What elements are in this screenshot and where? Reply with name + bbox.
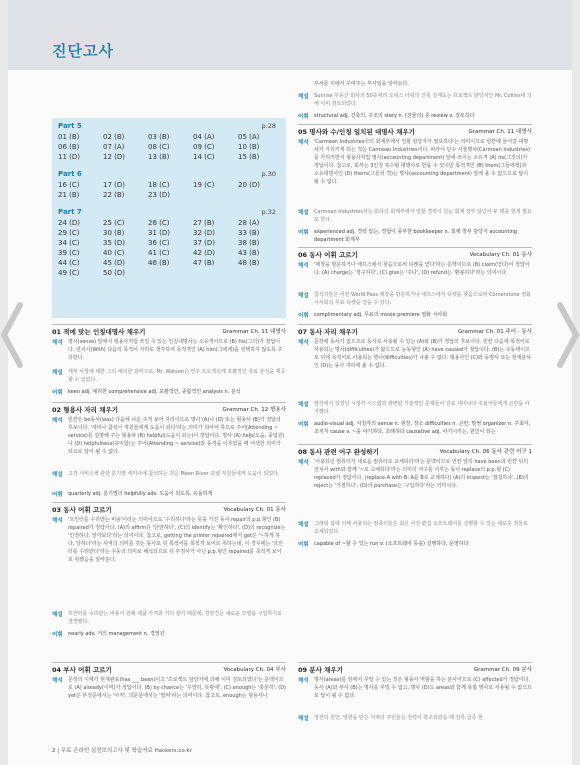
explain-label: 해석 — [298, 340, 309, 346]
question-title: 04 부사 어휘 고르기 — [52, 666, 112, 674]
vocab-text: complimentary adj. 무료의 movie premiere 영화 시사회 — [314, 312, 448, 318]
grammar-ref: Grammar Ch. 12 형용사 — [222, 407, 286, 413]
commentary-label: 해설 — [52, 472, 63, 478]
answer-row: 34 (C) 35 (D) 36 (C) 37 (D) 38 (B) — [58, 239, 260, 247]
vocab-text: experienced adj. 경력 있는, 경험이 풍부한 bookkeeper n. 회계 장부 담당자 accounting department 회계부 — [314, 229, 518, 243]
answer-row: 24 (D) 25 (C) 26 (C) 27 (B) 28 (A) — [58, 219, 260, 227]
commentary-text: 고객 서비스에 관한 분기별 세미나에 참석하는 것은 Moon River 호텔 직원들에게 도움이 되었다. — [68, 471, 280, 477]
question-02 — [52, 402, 286, 498]
question-title: 06 동사 어휘 고르기 — [298, 251, 358, 259]
vocab-text: quarterly adj. 분기별의 helpfully adv. 도움이 되도록, 유용하게 — [68, 491, 213, 497]
page-footer: 2 | 무료 온라인 실전모의고사 및 학습자료 Hackers.co.kr — [52, 748, 192, 754]
part-name: Part 7 — [58, 208, 82, 216]
explanation-text: '사용되던 컴퓨터가 새로운 컴퓨터로 교체되다'라는 문맥이므로 빈칸 앞의 have been과 빈칸 뒤의 전치사 with와 함께 '~로 교체되다'라는 의미의 어구를 이루는 동사 replace의 p.p.형 (C) replaced가 정답이다. (replace A with B: A를 B로 교체하다) (A)의 inspect는 '점검하다', (B)의 reject는 '거절하다', (D)의 purchase는 '구입하다'라는 의미이다. — [314, 459, 529, 489]
question-header — [298, 124, 532, 134]
vocab-label: 어휘 — [52, 390, 63, 396]
explain-label: 해석 — [52, 518, 63, 524]
explain-label: 해석 — [52, 678, 63, 684]
question-header — [298, 444, 532, 454]
explanation-text: 'Carmoan Industries사의 회계부에서 일할 담당자가 필요하다'는 의미이므로 빈칸에 들어갈 대명사가 가리키게 되는 것은 Carmoan Industries이다. 따라서 단수 사물명사(Carmoan Industries)를 가리키면서 형용사처럼 명사(accounting department) 앞에 쓰이는 소유격 (A) its(그것의)가 정답이다. 참고로, 회사는 3인칭 복수형 대명사로 받을 수 있지만 목적격인 (B) them(그들에게)과 소유대명사인 (D) theirs(그들의 것)는 명사(accounting department) 앞에 올 수 없으므로 답이 될 수 없다. — [314, 139, 530, 185]
vocab-label: 어휘 — [298, 542, 309, 548]
explanation-text: 문장에 동사가 없으므로 동사로 사용될 수 있는 (A)와 (B)가 정답의 후보이다. 빈칸 다음에 목적어로 사용되는 명사(difficulties)가 왔으므로 능동형인 (A) have caused가 정답이다. (B)는 수동태이므로 뒤에 목적어로 사용되는 명사(difficulties)가 나올 수 없다. 형용사인 (C)와 동명사 또는 현재분사인 (D)는 동사 자리에 올 수 없다. — [314, 339, 532, 369]
commentary-text: Sunrise 부동산 회사의 50층짜리 오피스 타워의 건축 설계도는 프로젝트 담당자인 Mr. Collins에 의해 이미 검토되었다. — [314, 93, 532, 107]
explanation-text: 문장의 시제가 현재완료(has ___ been)이고 '프로젝트 담당자에 의해 이미 검토되었다'는 문맥이므로 (A) already(이미)가 정답이다. (B) by chance는 '우연히, 뜻밖에', (C) enough는 '충분히', (D) yet은 부정문에서는 '아직', 의문문에서는 '벌써'라는 의미이다. 참고로, enough는 형용사나 — [68, 677, 286, 699]
explanation-text: 명사(sense) 앞에서 형용사처럼 쓰일 수 있는 인칭대명사는 소유격이므로 (B) his(그의)가 정답이다. 전치사(With) 다음의 목적어 자리로 생각하여 목적격인 (A) him(그에게)을 선택하지 않도록 주의한다. — [68, 339, 283, 361]
grammar-ref: Vocabulary Ch. 06 동사 관련 어구 1 — [439, 449, 532, 455]
answer-row: 01 (B) 02 (B) 03 (B) 04 (A) 05 (A) — [58, 133, 260, 141]
question-title: 02 형용사 자리 채우기 — [52, 406, 119, 414]
commentary-text: 현장에서 있었던 시청각 시스템과 관련된 기술적인 문제들이 진료 세미나의 주최자들에게 곤란을 야기했다. — [314, 401, 530, 415]
question-title: 01 적에 맞는 인칭대명사 채우기 — [52, 328, 146, 336]
grammar-ref: Grammar Ch. 11 대명사 — [468, 129, 532, 135]
grammar-ref: Vocabulary Ch. 01 동사 — [223, 507, 286, 513]
answer-row: 29 (C) 30 (B) 31 (D) 32 (D) 33 (B) — [58, 229, 260, 237]
explain-label: 해석 — [298, 140, 309, 146]
vocab-text: nearly adv. 거의 management n. 경영진 — [68, 631, 165, 637]
commentary-text: 그래픽 팀에 의해 사용되는 컴퓨터들은 최신 사진 편집 소프트웨어를 실행할 수 있는 새로운 것들로 교체되었다. — [314, 521, 528, 535]
commentary-label: 해설 — [52, 612, 63, 618]
answer-key-box — [52, 118, 286, 318]
commentary-text: 참석자들은 어떤 World Pass 매장을 방문하거나 애프스에서 티켓을 찾음으로써 Cornerstone 영화 시사회의 무료 티켓을 얻을 수 있다. — [314, 292, 531, 306]
question-06 — [298, 247, 532, 319]
question-title: 03 동사 어휘 고르기 — [52, 506, 112, 514]
page — [8, 0, 572, 765]
grammar-ref: Vocabulary Ch. 04 부사 — [223, 667, 286, 673]
explanation-text: '매장을 방문하거나 애프스에서 찾음으로써 티켓을 얻다'라는 문맥이므로 (B) claim(얻다)이 정답이다. (A) charge는 '청구하다', (C) give는 '주다', (D) refund는 '환불하다'라는 의미이다. — [314, 262, 530, 276]
explain-label: 해석 — [52, 340, 63, 346]
question-03 — [52, 502, 286, 638]
question-05 — [298, 124, 532, 243]
explanation-text: 명사(areas)를 앞에서 꾸밀 수 있는 것은 형용사 역할을 하는 분사이므로 (C) affected가 정답이다. 동사 (A)와 부사 (B)는 명사를 꾸밀 수 없고, 명사 (D)도 areas와 함께 복합 명사로 사용될 수 없으므로 답이 될 수 없다. — [314, 677, 532, 699]
question-01 — [52, 324, 286, 396]
explanation-text: 빈칸은 be동사(was) 다음에 나온 주격 보어 자리이므로 명사 (A)나 (D) 또는 형용사 (B)가 정답의 후보이다. '세미나 참석이 직원들에게 도움이 되다'라는 의미가 되어야 하므로 주어(Attending ~ service)를 설명해 주는 형용사 (B) helpful(도움이 되는)이 정답이다. 명사 (A) help(도움, 종업원)나 (D) helpfulness(유익함)는 주어(Attending ~ service)와 동격을 이루었을 때 어색한 의미가 되므로 답이 될 수 없다. — [68, 417, 285, 455]
page-header — [8, 0, 572, 70]
question-header — [52, 502, 286, 512]
commentary-label: 해설 — [298, 210, 309, 216]
question-08 — [298, 444, 532, 548]
question-header — [298, 324, 532, 334]
answer-row: 49 (C) 50 (D) — [58, 269, 125, 277]
grammar-ref: Grammar Ch. 09 분사 — [473, 667, 532, 673]
vocab-label: 어휘 — [52, 632, 63, 638]
chevron-left-icon[interactable] — [0, 300, 24, 370]
vocab-text: keen adj. 예리한 comprehensive adj. 포괄적인, 종합적인 analysis n. 분석 — [68, 389, 241, 395]
commentary-label: 해설 — [298, 402, 309, 408]
answer-row: 16 (C) 17 (D) 18 (C) 19 (C) 20 (D) — [58, 181, 260, 189]
explanation-text: '프린터를 수리받는 비용'이라는 의미이므로 '수리하다'라는 뜻을 가진 동사 repair의 p.p.형인 (B) repaired가 정답이다. (A)의 affirm은 '단언하다', (C)의 identify는 '확인하다', (D)의 recognize는 '인정하다, 알아보다'라는 의미이다. 참고로, getting the printer repaired에서 get은 '~하게 하다, 당하다'라는 사역의 의미를 갖는 동사로 뒤 목적어를 목적격 보어로 취하는데, 이 경우에는 '프린터를 수리받다'라는 수동의 의미로 해석되므로 뒤 부정사가 아닌 p.p.형인 repaired를 목적격 보어로 취했음을 알아둔다. — [68, 517, 286, 563]
answer-row: 11 (D) 12 (D) 13 (B) 14 (C) 15 (B) — [58, 153, 260, 161]
question-title: 05 명사와 수/인칭 일치된 대명사 채우기 — [298, 128, 415, 136]
commentary-text: 프린터를 수리받는 비용이 원래 제품 가격과 거의 같기 때문에, 경영진은 새로운 모델을 구입하기로 결정했다. — [68, 611, 282, 625]
question-header — [52, 402, 286, 412]
commentary-text: 정전의 원인, 영향을 받은 지역의 주민들은 전력이 복구되었을 때 전류 급증 현 — [314, 715, 483, 721]
commentary-label: 해설 — [298, 293, 309, 299]
commentary-label: 해설 — [298, 94, 309, 100]
part-name: Part 5 — [58, 122, 82, 130]
grammar-ref: Vocabulary Ch. 01 동사 — [469, 252, 532, 258]
commentary-label: 해설 — [298, 522, 309, 528]
commentary-text: Carmoan Industries사는 회사의 회계부에서 일할 경력이 있는 회계 장부 담당자 두 명을 현재 필요로 한다. — [314, 209, 532, 223]
question-header — [298, 662, 532, 672]
question-header — [298, 247, 532, 257]
question-header — [52, 662, 286, 672]
answer-row: 06 (B) 07 (A) 08 (C) 09 (C) 10 (B) — [58, 143, 260, 151]
explain-label: 해석 — [52, 418, 63, 424]
answer-row: 21 (B) 22 (B) 23 (D) — [58, 191, 170, 199]
part-name: Part 6 — [58, 170, 82, 178]
grammar-ref: Grammar Ch. 11 대명사 — [222, 329, 286, 335]
question-09 — [298, 662, 532, 722]
commentary-text: 세부 사항에 대한 그의 예리한 감각으로, Mr. Watson은 연구 프로젝트에 포괄적인 자료 분석을 제공할 수 있었다. — [68, 369, 286, 383]
question-07 — [298, 324, 532, 435]
vocab-label: 어휘 — [298, 230, 309, 236]
question-header — [52, 324, 286, 334]
question-title: 09 분사 채우기 — [298, 666, 343, 674]
part-page: p.32 — [261, 208, 276, 216]
explain-label: 해석 — [298, 460, 309, 466]
question-title: 07 동사 자리 채우기 — [298, 328, 358, 336]
commentary-label: 해설 — [298, 716, 309, 722]
vocab-label: 어휘 — [52, 492, 63, 498]
question-04 — [52, 662, 286, 699]
vocab-text: audio-visual adj. 시청각의 venue n. 현장, 장소 difficulties n. 곤란, 말썽 organizer n. 주최자, 조직자 cause v. ~을 야기하다, 초래하다 causative adj. 야기시키는, 원인이 되는 — [314, 421, 531, 435]
vocab-label: 어휘 — [298, 313, 309, 319]
commentary-label: 해설 — [52, 370, 63, 376]
grammar-ref: Grammar Ch. 01 주어 · 동사 — [457, 329, 532, 335]
answer-row: 39 (C) 40 (C) 41 (C) 42 (D) 43 (B) — [58, 249, 260, 257]
vocab-text: capable of ~할 수 있는 run v. (소프트웨어 등을) 실행하다, 운영하다 — [314, 541, 469, 547]
vocab-label: 어휘 — [298, 422, 309, 428]
explain-label: 해석 — [298, 263, 309, 269]
question-title: 08 동사 관련 어구 완성하기 — [298, 448, 379, 456]
answer-row: 44 (C) 45 (D) 46 (B) 47 (B) 48 (B) — [58, 259, 260, 267]
explain-label: 해석 — [298, 678, 309, 684]
chevron-right-icon[interactable] — [556, 300, 580, 370]
continued-text: 부사를 뒤에서 꾸며주는 부사임을 알아둔다. — [314, 81, 409, 87]
page-title: 진단고사 — [52, 42, 114, 60]
part-page: p.30 — [261, 170, 276, 178]
vocab-label: 어휘 — [298, 114, 309, 120]
vocab-text: structural adj. 건축의, 구조의 story n. (건물의) 층 review v. 검토하다 — [314, 113, 475, 119]
part-page: p.28 — [261, 122, 276, 130]
